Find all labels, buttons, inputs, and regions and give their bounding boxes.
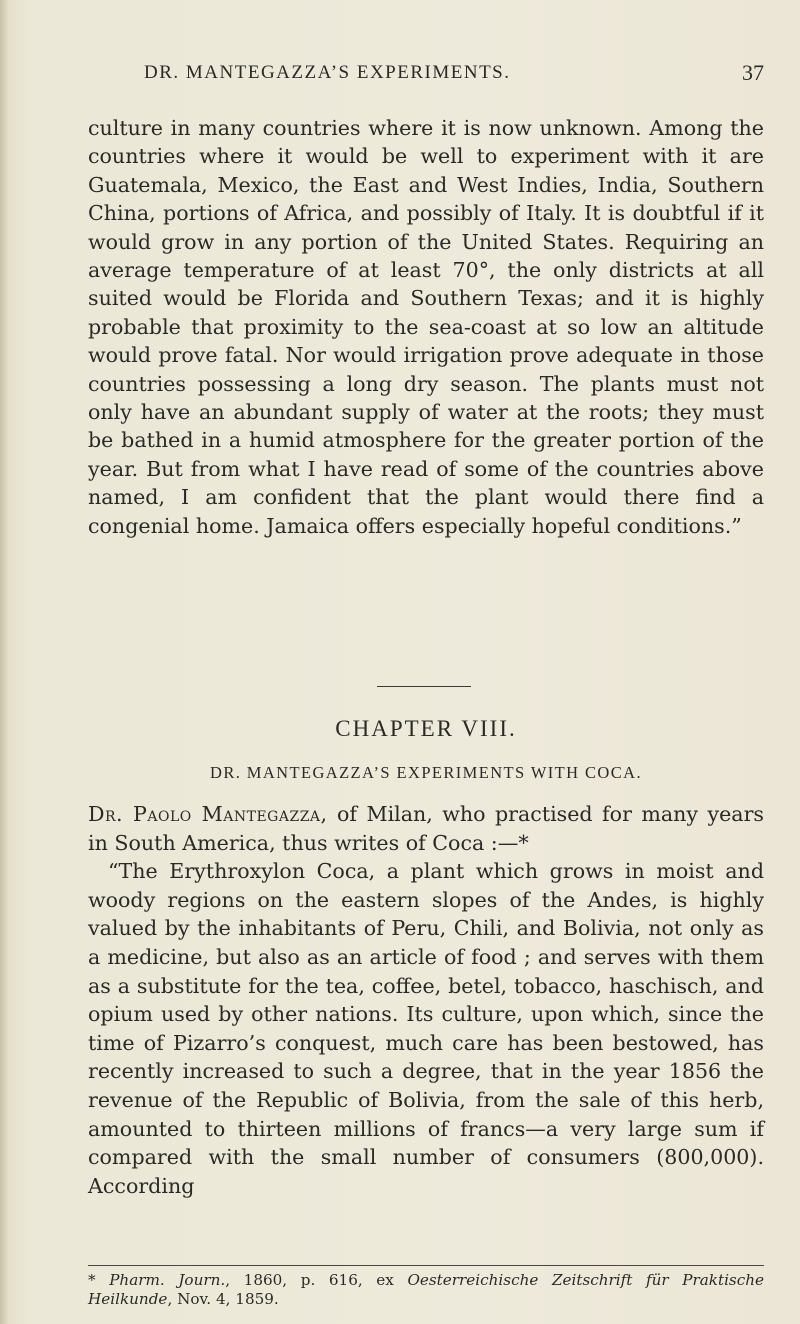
chapter-body <box>88 800 764 1200</box>
footnote-marker: * <box>88 1271 96 1289</box>
chapter-title: DR. MANTEGAZZA’S EXPERIMENTS WITH COCA. <box>210 763 642 782</box>
opening-paragraph <box>88 802 764 855</box>
page-edge-shadow <box>0 0 8 1324</box>
footnote-rule <box>88 1265 764 1266</box>
footnote-source: Oesterreichische Zeitschrift für Praktische Heilkunde <box>88 1271 764 1308</box>
author-name-smallcaps: Dr. Paolo Mantegazza, <box>88 802 328 826</box>
quoted-paragraph: “The Erythroxylon Coca, a plant which grows in moist and woody regions on the eastern slopes of the Andes, is highly valued by the inhabitants of Peru, Chili, and Bolivia, not only as a medicine, but also as an article of food ; and serves with them as a substitute for the tea, coffee, betel, tobacco, haschisch, and opium used by other nations. Its culture, upon which, since the time of Pizarro’s conquest, much care has been bestowed, has recently increased to such a degree, that in the year 1856 the revenue of the Republic of Bolivia, from the sale of this herb, amounted to thirteen millions of francs—a very large sum if compared with the small number of consumers (800,000). According <box>88 859 764 1198</box>
footnote-details: , 1860, p. 616, ex <box>225 1271 408 1289</box>
section-divider <box>377 686 471 687</box>
footnote-journal: Pharm. Journ. <box>109 1271 226 1289</box>
footnote <box>88 1271 764 1309</box>
page-number: 37 <box>742 60 764 85</box>
paragraph-continued: culture in many countries where it is now unknown. Among the countries where it would be well to experiment with it are Guatemala, Mexico, the East and West Indies, India, Southern China, portions of Africa, and possibly of Italy. It is doubtful if it would grow in any portion of the United States. Requiring an average temperature of at least 70°, the only districts at all suited would be Florida and Southern Texas; and it is highly probable that proximity to the sea-coast at so low an altitude would prove fatal. Nor would irrigation prove adequate in those countries possessing a long dry season. The plants must not only have an abundant supply of water at the roots; they must be bathed in a humid atmosphere for the greater portion of the year. But from what I have read of some of the countries above named, I am confident that the plant would there find a congenial home. Jamaica offers especially hopeful conditions.” <box>88 116 764 538</box>
footnote-date: , Nov. 4, 1859. <box>167 1290 279 1308</box>
running-head-title: DR. MANTEGAZZA’S EXPERIMENTS. <box>144 62 511 83</box>
chapter-heading: CHAPTER VIII. <box>335 716 517 741</box>
opening-paragraph-text: of Milan, who practised for many years in South America, thus writes of Coca :—* <box>88 802 764 855</box>
